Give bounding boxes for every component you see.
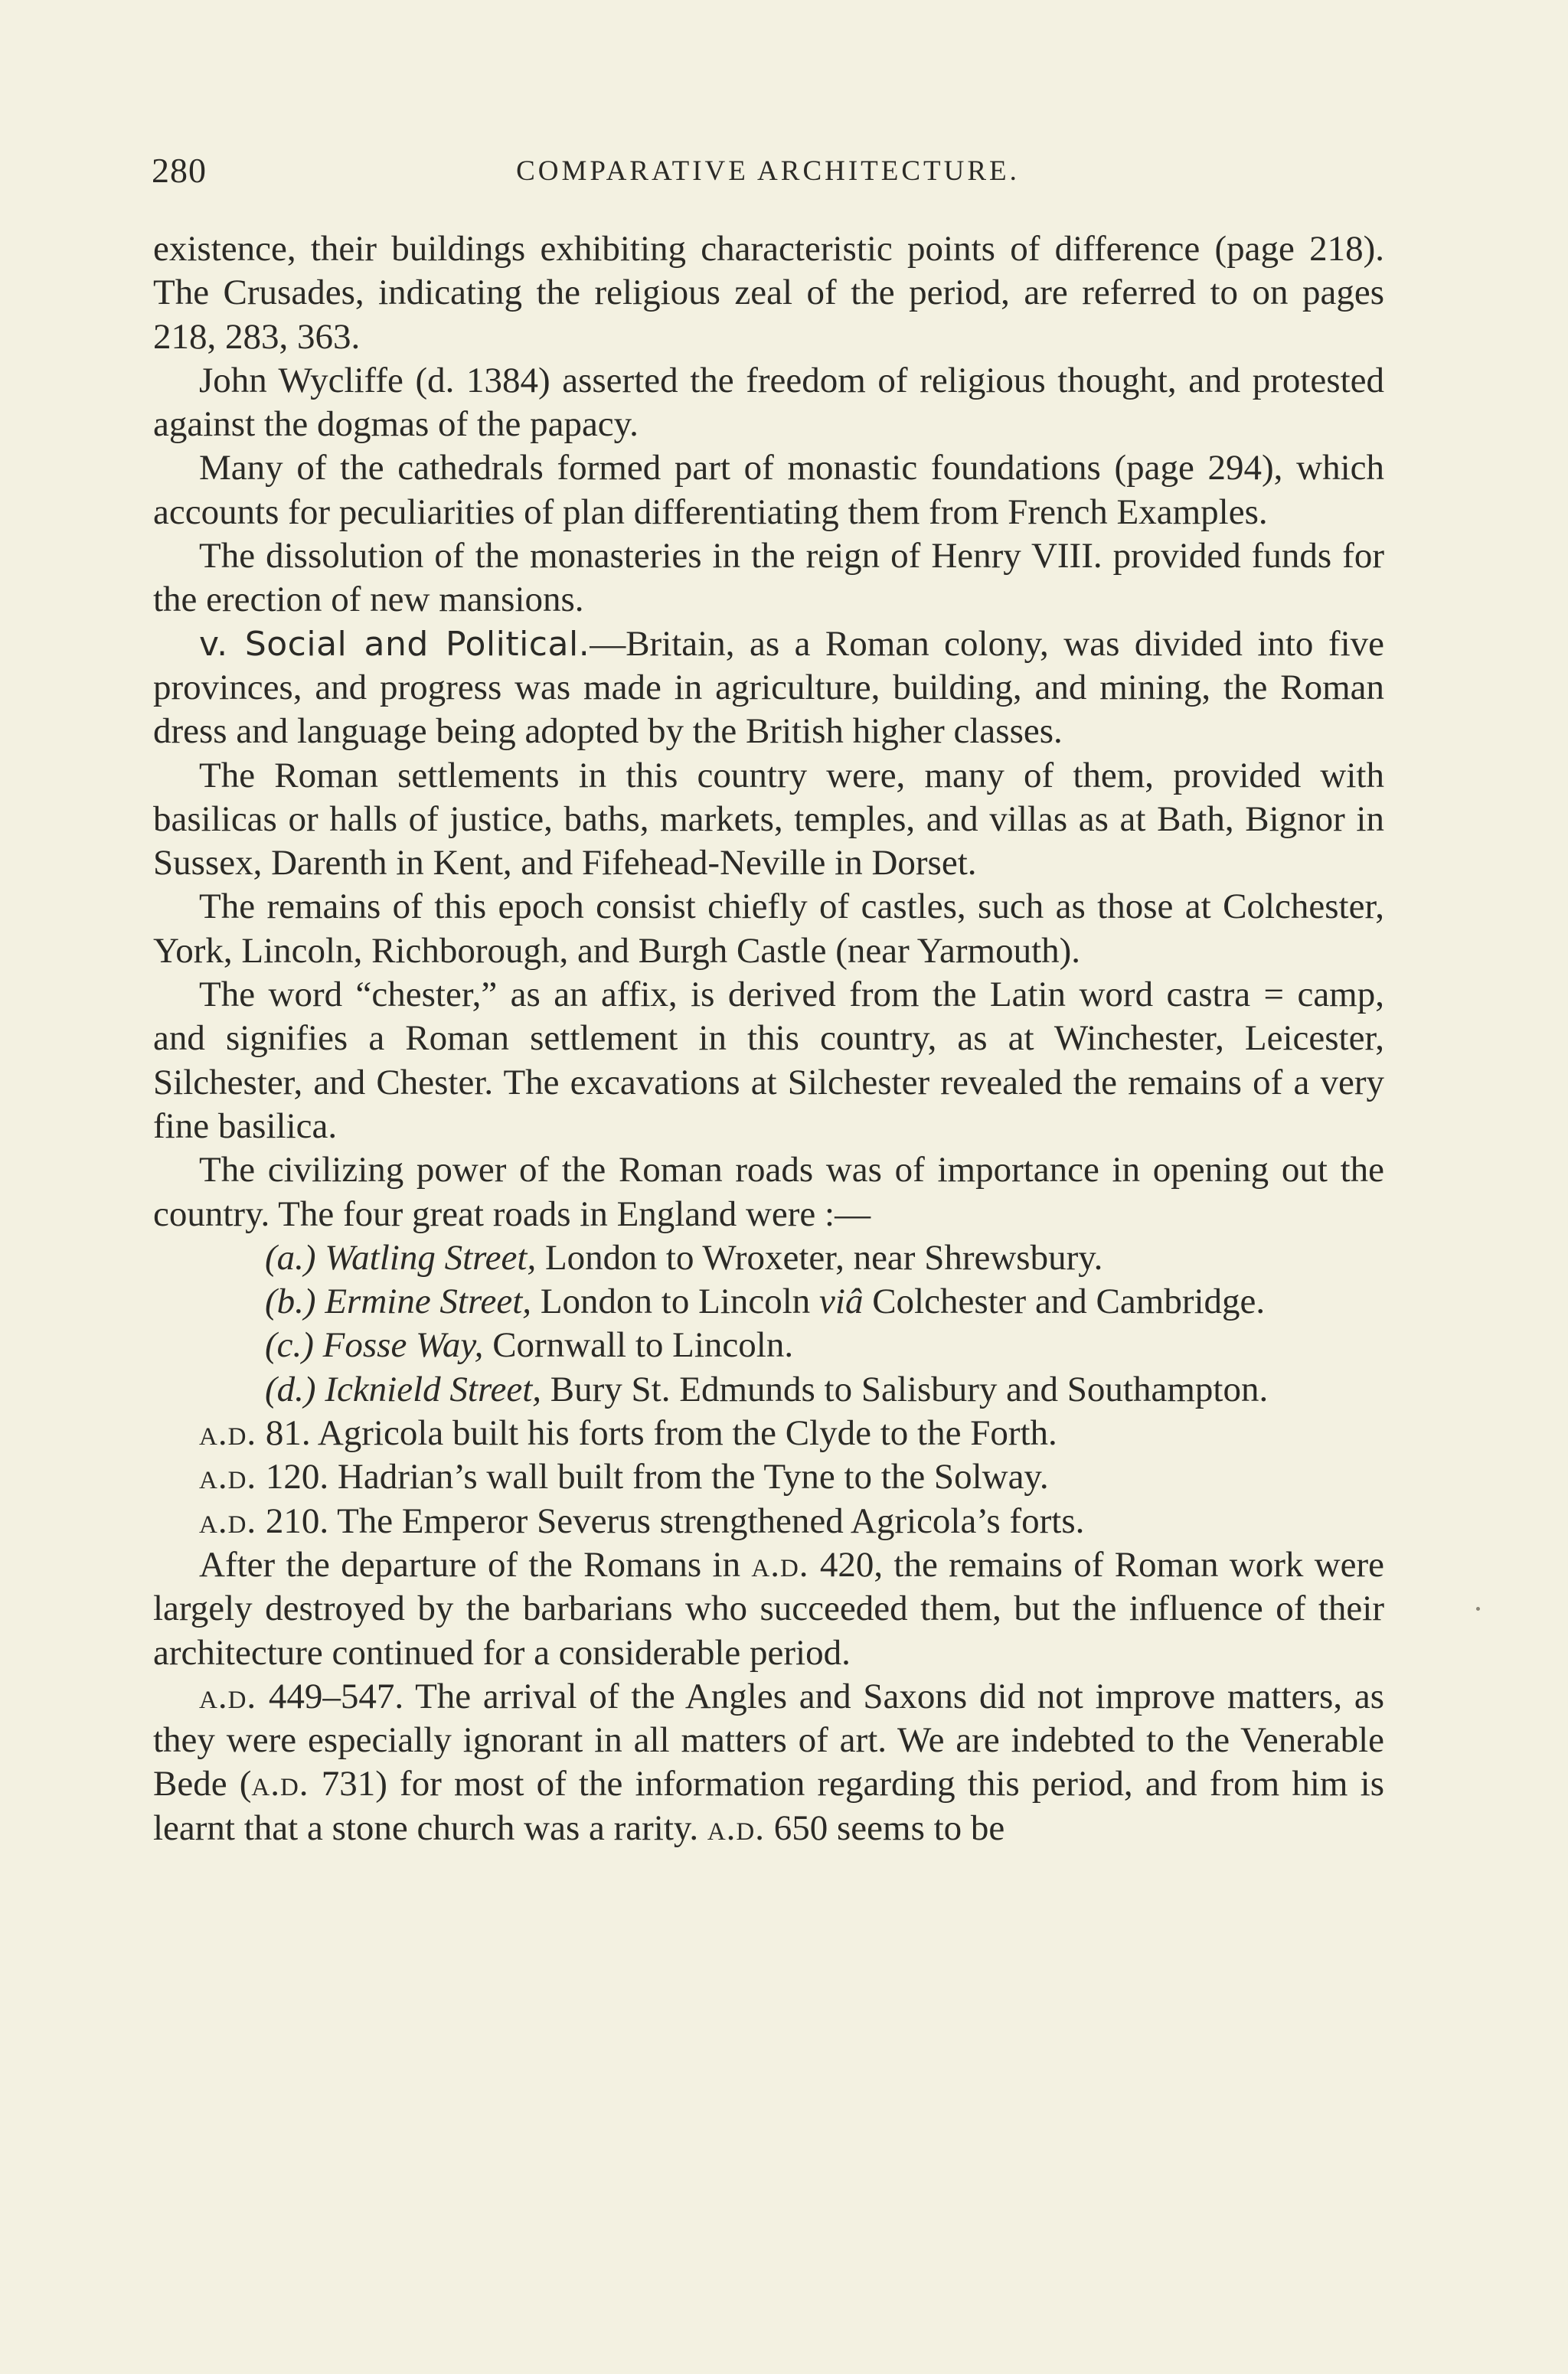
road-text: London to Wroxeter, near Shrewsbury. [536, 1237, 1103, 1278]
era-label: a.d. [251, 1764, 309, 1804]
paragraph: existence, their buildings exhibiting characteristic points of difference (page 218). The Crusades, indicating the religious zeal of the period, are referred to on pages 218, 283, 363. [153, 229, 1384, 357]
road-item [153, 1324, 1384, 1367]
paragraph: The civilizing power of the Roman roads was of importance in opening out the country. The four great roads in England were :— [153, 1150, 1384, 1234]
era-label: a.d. [751, 1544, 809, 1585]
era-label: a.d. [199, 1413, 257, 1454]
date-entry [153, 1412, 1384, 1455]
paragraph: Many of the cathedrals formed part of monastic foundations (page 294), which accounts for peculiarities of plan differentiating them from French Examples. [153, 448, 1384, 532]
road-text-continued: Colchester and Cambridge. [863, 1282, 1266, 1322]
paragraph-text: 449–547. The arrival of the Angles and Saxons did not improve matters, as they were especially ignorant in all matters of art. We are indebted to the Venerable Bede ( [153, 1676, 1384, 1804]
date-year: 210. [265, 1500, 329, 1541]
item-letter: (b.) [265, 1282, 316, 1322]
paragraph [153, 1543, 1384, 1675]
paragraph: The Roman settlements in this country were, many of them, provided with basilicas or halls of justice, baths, markets, temples, and villas as at Bath, Bignor in Sussex, Darenth in Kent, and Fifehead-Neville in Dorset. [153, 755, 1384, 883]
road-name: Fosse Way, [322, 1325, 484, 1366]
social-political-paragraph [153, 622, 1384, 754]
running-head: COMPARATIVE ARCHITECTURE. [516, 155, 1020, 187]
item-letter: (d.) [265, 1369, 316, 1409]
paragraph: John Wycliffe (d. 1384) asserted the freedom of religious thought, and protested against the dogmas of the papacy. [153, 360, 1384, 445]
era-label: a.d. [199, 1676, 257, 1716]
road-item [153, 1236, 1384, 1280]
road-text: Cornwall to Lincoln. [483, 1325, 794, 1366]
date-entry [153, 1500, 1384, 1543]
section-text: —Britain, as a Roman colony, was divided into five provinces, and progress was made in agriculture, building, and mining, the Roman dress and language being adopted by the British higher classes. [153, 623, 1384, 752]
road-item [153, 1368, 1384, 1412]
section-heading: v. Social and Political. [199, 624, 590, 664]
paper-speck [1476, 1607, 1480, 1611]
paragraph-text: 731) for most of the information regarding this period, and from him is learnt that a stone church was a rarity. [153, 1764, 1384, 1848]
road-text: London to Lincoln [531, 1282, 820, 1322]
paragraph: The word “chester,” as an affix, is derived from the Latin word castra = camp, and signifies a Roman settlement in this country, as at Winchester, Leicester, Silchester, and Chester. The excavations at Silchester revealed the remains of a very fine basilica. [153, 975, 1384, 1146]
date-text: Hadrian’s wall built from the Tyne to the Solway. [328, 1457, 1049, 1497]
page-header [152, 150, 1384, 196]
paragraph: The dissolution of the monasteries in the reign of Henry VIII. provided funds for the erection of new mansions. [153, 536, 1384, 620]
road-item [153, 1280, 1384, 1324]
era-label: a.d. [199, 1457, 257, 1497]
paragraph-text: 420, the remains of Roman work were largely destroyed by the barbarians who succeeded them, but the influence of their architecture continued for a considerable period. [153, 1544, 1385, 1673]
via-word: viâ [819, 1282, 864, 1322]
date-entry [153, 1455, 1384, 1499]
date-text: Agricola built his forts from the Clyde to the Forth. [310, 1413, 1057, 1454]
road-name: Icknield Street, [325, 1369, 542, 1409]
date-year: 81. [265, 1413, 311, 1454]
body-text [153, 227, 1384, 1850]
road-name: Watling Street, [325, 1237, 537, 1278]
item-letter: (a.) [265, 1237, 316, 1278]
item-letter: (c.) [265, 1325, 314, 1366]
paragraph-text: 650 seems to be [765, 1807, 1005, 1848]
paragraph-text: After the departure of the Romans in [199, 1544, 752, 1585]
road-name: Ermine Street, [325, 1282, 532, 1322]
paragraph [153, 1675, 1384, 1850]
road-text: Bury St. Edmunds to Salisbury and Southampton. [541, 1369, 1269, 1409]
date-year: 120. [265, 1457, 329, 1497]
paragraph: The remains of this epoch consist chiefly of castles, such as those at Colchester, York, Lincoln, Richborough, and Burgh Castle (near Yarmouth). [153, 887, 1384, 971]
date-text: The Emperor Severus strengthened Agricola’s forts. [328, 1500, 1085, 1541]
era-label: a.d. [707, 1807, 766, 1848]
page-number: 280 [152, 151, 207, 190]
era-label: a.d. [199, 1500, 257, 1541]
